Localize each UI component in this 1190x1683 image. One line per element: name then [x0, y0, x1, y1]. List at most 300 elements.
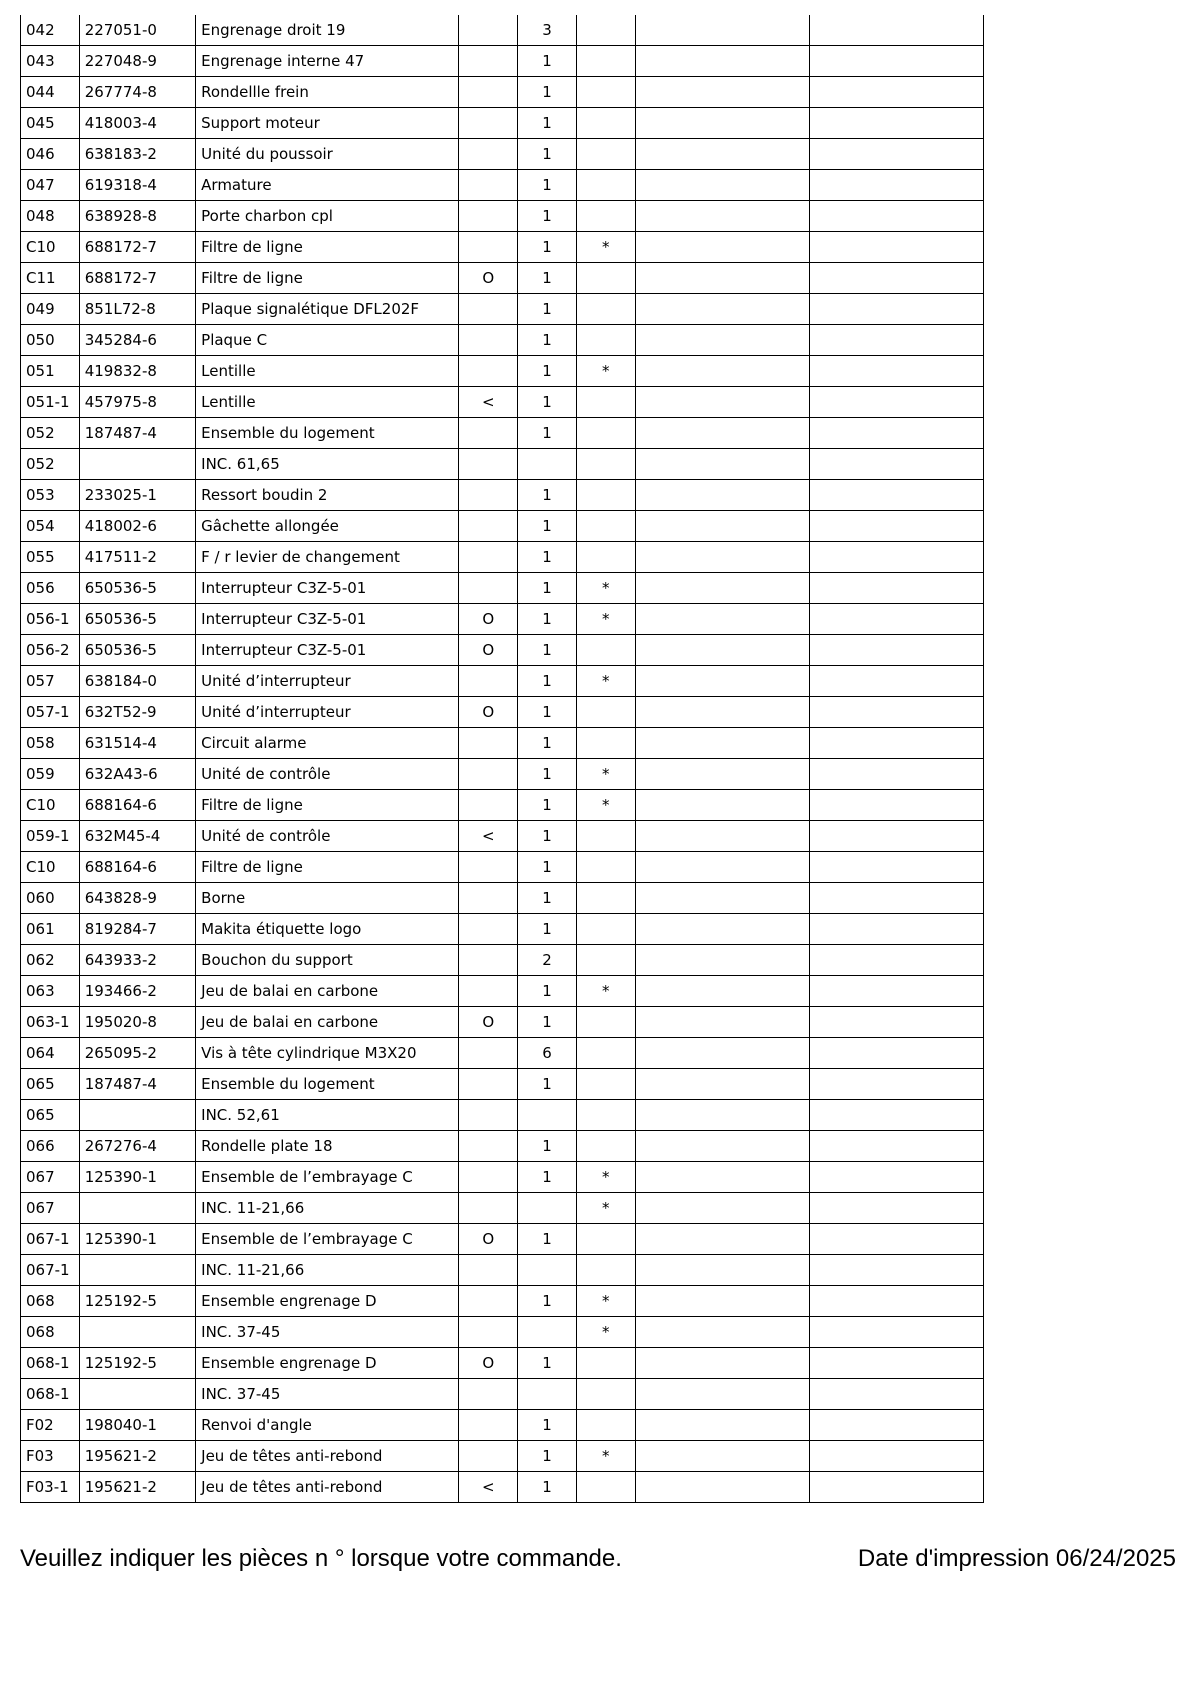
part-number-cell: 125390-1: [79, 1224, 195, 1255]
table-row: [21, 1348, 984, 1379]
blank-cell-2: [809, 511, 983, 542]
item-number-cell: 068-1: [21, 1348, 80, 1379]
part-number-cell: 187487-4: [79, 1069, 195, 1100]
mark-cell: [576, 1255, 635, 1286]
table-row: [21, 976, 984, 1007]
blank-cell-1: [635, 1162, 809, 1193]
blank-cell-1: [635, 325, 809, 356]
quantity-cell: 1: [518, 542, 577, 573]
quantity-cell: 1: [518, 294, 577, 325]
item-number-cell: 067-1: [21, 1224, 80, 1255]
blank-cell-2: [809, 635, 983, 666]
item-number-cell: F03: [21, 1441, 80, 1472]
blank-cell-1: [635, 883, 809, 914]
blank-cell-1: [635, 945, 809, 976]
description-cell: INC. 37-45: [196, 1379, 459, 1410]
mark-cell: [576, 201, 635, 232]
option-cell: O: [459, 1348, 518, 1379]
blank-cell-1: [635, 15, 809, 46]
blank-cell-1: [635, 1286, 809, 1317]
blank-cell-2: [809, 201, 983, 232]
item-number-cell: 058: [21, 728, 80, 759]
blank-cell-1: [635, 666, 809, 697]
option-cell: [459, 1038, 518, 1069]
item-number-cell: 053: [21, 480, 80, 511]
option-cell: O: [459, 697, 518, 728]
blank-cell-1: [635, 1131, 809, 1162]
blank-cell-2: [809, 1100, 983, 1131]
blank-cell-1: [635, 263, 809, 294]
description-cell: INC. 52,61: [196, 1100, 459, 1131]
description-cell: INC. 37-45: [196, 1317, 459, 1348]
blank-cell-2: [809, 1038, 983, 1069]
part-number-cell: 125192-5: [79, 1348, 195, 1379]
part-number-cell: 195621-2: [79, 1472, 195, 1503]
blank-cell-2: [809, 1317, 983, 1348]
part-number-cell: 638928-8: [79, 201, 195, 232]
mark-cell: *: [576, 1286, 635, 1317]
blank-cell-2: [809, 139, 983, 170]
quantity-cell: 1: [518, 1131, 577, 1162]
option-cell: [459, 790, 518, 821]
blank-cell-2: [809, 1224, 983, 1255]
quantity-cell: [518, 1100, 577, 1131]
blank-cell-1: [635, 697, 809, 728]
part-number-cell: 638183-2: [79, 139, 195, 170]
option-cell: [459, 914, 518, 945]
blank-cell-2: [809, 976, 983, 1007]
description-cell: Ressort boudin 2: [196, 480, 459, 511]
table-row: [21, 1472, 984, 1503]
mark-cell: [576, 914, 635, 945]
option-cell: [459, 1410, 518, 1441]
item-number-cell: 049: [21, 294, 80, 325]
mark-cell: [576, 1100, 635, 1131]
part-number-cell: 643828-9: [79, 883, 195, 914]
quantity-cell: [518, 1317, 577, 1348]
mark-cell: [576, 1131, 635, 1162]
description-cell: Ensemble du logement: [196, 418, 459, 449]
part-number-cell: 227048-9: [79, 46, 195, 77]
item-number-cell: 051-1: [21, 387, 80, 418]
mark-cell: *: [576, 1193, 635, 1224]
item-number-cell: 054: [21, 511, 80, 542]
blank-cell-2: [809, 1410, 983, 1441]
item-number-cell: 057: [21, 666, 80, 697]
option-cell: [459, 883, 518, 914]
table-row: [21, 945, 984, 976]
table-row: [21, 1069, 984, 1100]
item-number-cell: 045: [21, 108, 80, 139]
quantity-cell: [518, 449, 577, 480]
quantity-cell: 1: [518, 170, 577, 201]
blank-cell-1: [635, 1317, 809, 1348]
table-row: [21, 77, 984, 108]
item-number-cell: 067: [21, 1162, 80, 1193]
part-number-cell: [79, 1100, 195, 1131]
quantity-cell: 1: [518, 1410, 577, 1441]
blank-cell-2: [809, 573, 983, 604]
item-number-cell: F02: [21, 1410, 80, 1441]
quantity-cell: 1: [518, 1472, 577, 1503]
part-number-cell: 688172-7: [79, 263, 195, 294]
table-row: [21, 666, 984, 697]
part-number-cell: 643933-2: [79, 945, 195, 976]
mark-cell: *: [576, 790, 635, 821]
table-row: [21, 1131, 984, 1162]
item-number-cell: 059-1: [21, 821, 80, 852]
description-cell: Filtre de ligne: [196, 790, 459, 821]
blank-cell-1: [635, 356, 809, 387]
option-cell: [459, 511, 518, 542]
print-date: Date d'impression 06/24/2025: [857, 1545, 1176, 1572]
part-number-cell: 417511-2: [79, 542, 195, 573]
blank-cell-2: [809, 759, 983, 790]
part-number-cell: 632T52-9: [79, 697, 195, 728]
blank-cell-2: [809, 1286, 983, 1317]
table-row: [21, 1379, 984, 1410]
item-number-cell: 066: [21, 1131, 80, 1162]
blank-cell-2: [809, 77, 983, 108]
item-number-cell: 057-1: [21, 697, 80, 728]
description-cell: Engrenage droit 19: [196, 15, 459, 46]
part-number-cell: 650536-5: [79, 604, 195, 635]
blank-cell-1: [635, 976, 809, 1007]
table-row: [21, 387, 984, 418]
mark-cell: [576, 697, 635, 728]
table-row: [21, 201, 984, 232]
option-cell: [459, 480, 518, 511]
option-cell: O: [459, 635, 518, 666]
description-cell: Interrupteur C3Z-5-01: [196, 604, 459, 635]
blank-cell-2: [809, 945, 983, 976]
option-cell: [459, 666, 518, 697]
description-cell: Filtre de ligne: [196, 852, 459, 883]
part-number-cell: [79, 1379, 195, 1410]
quantity-cell: 1: [518, 418, 577, 449]
item-number-cell: 067: [21, 1193, 80, 1224]
table-row: [21, 1224, 984, 1255]
option-cell: [459, 232, 518, 263]
blank-cell-2: [809, 821, 983, 852]
item-number-cell: 055: [21, 542, 80, 573]
table-row: [21, 263, 984, 294]
item-number-cell: 050: [21, 325, 80, 356]
table-row: [21, 418, 984, 449]
order-instruction-note: Veuillez indiquer les pièces n ° lorsque votre commande.: [20, 1545, 622, 1572]
item-number-cell: 056-2: [21, 635, 80, 666]
blank-cell-2: [809, 1472, 983, 1503]
mark-cell: *: [576, 356, 635, 387]
mark-cell: [576, 387, 635, 418]
blank-cell-1: [635, 542, 809, 573]
quantity-cell: 1: [518, 77, 577, 108]
description-cell: Unité du poussoir: [196, 139, 459, 170]
description-cell: Ensemble de l’embrayage C: [196, 1224, 459, 1255]
mark-cell: [576, 1472, 635, 1503]
item-number-cell: 065: [21, 1100, 80, 1131]
option-cell: [459, 976, 518, 1007]
part-number-cell: 632A43-6: [79, 759, 195, 790]
table-row: [21, 46, 984, 77]
item-number-cell: 063: [21, 976, 80, 1007]
option-cell: [459, 139, 518, 170]
blank-cell-1: [635, 1224, 809, 1255]
blank-cell-2: [809, 232, 983, 263]
item-number-cell: 056-1: [21, 604, 80, 635]
table-row: [21, 542, 984, 573]
parts-table-body: [21, 15, 984, 1503]
option-cell: [459, 1255, 518, 1286]
blank-cell-1: [635, 1379, 809, 1410]
blank-cell-2: [809, 666, 983, 697]
table-row: [21, 883, 984, 914]
quantity-cell: 1: [518, 1441, 577, 1472]
description-cell: Circuit alarme: [196, 728, 459, 759]
blank-cell-1: [635, 1348, 809, 1379]
option-cell: [459, 418, 518, 449]
quantity-cell: 1: [518, 108, 577, 139]
part-number-cell: 345284-6: [79, 325, 195, 356]
description-cell: Porte charbon cpl: [196, 201, 459, 232]
table-row: [21, 697, 984, 728]
quantity-cell: 1: [518, 1007, 577, 1038]
mark-cell: *: [576, 666, 635, 697]
option-cell: [459, 573, 518, 604]
description-cell: Jeu de têtes anti-rebond: [196, 1441, 459, 1472]
blank-cell-1: [635, 1472, 809, 1503]
blank-cell-2: [809, 914, 983, 945]
table-row: [21, 449, 984, 480]
description-cell: Rondelle plate 18: [196, 1131, 459, 1162]
description-cell: Armature: [196, 170, 459, 201]
mark-cell: *: [576, 1441, 635, 1472]
mark-cell: [576, 1348, 635, 1379]
option-cell: [459, 1317, 518, 1348]
description-cell: F / r levier de changement: [196, 542, 459, 573]
item-number-cell: C10: [21, 232, 80, 263]
description-cell: Makita étiquette logo: [196, 914, 459, 945]
blank-cell-2: [809, 418, 983, 449]
part-number-cell: 419832-8: [79, 356, 195, 387]
table-row: [21, 139, 984, 170]
blank-cell-2: [809, 1193, 983, 1224]
item-number-cell: 065: [21, 1069, 80, 1100]
mark-cell: [576, 418, 635, 449]
item-number-cell: 044: [21, 77, 80, 108]
blank-cell-2: [809, 883, 983, 914]
option-cell: [459, 1379, 518, 1410]
table-row: [21, 15, 984, 46]
mark-cell: [576, 294, 635, 325]
mark-cell: [576, 852, 635, 883]
item-number-cell: 048: [21, 201, 80, 232]
quantity-cell: 1: [518, 573, 577, 604]
quantity-cell: [518, 1255, 577, 1286]
mark-cell: [576, 542, 635, 573]
table-row: [21, 1441, 984, 1472]
part-number-cell: 267276-4: [79, 1131, 195, 1162]
blank-cell-2: [809, 1255, 983, 1286]
item-number-cell: 047: [21, 170, 80, 201]
blank-cell-1: [635, 170, 809, 201]
table-row: [21, 821, 984, 852]
description-cell: Filtre de ligne: [196, 263, 459, 294]
blank-cell-2: [809, 170, 983, 201]
blank-cell-2: [809, 1441, 983, 1472]
part-number-cell: 688164-6: [79, 852, 195, 883]
blank-cell-1: [635, 1038, 809, 1069]
description-cell: Gâchette allongée: [196, 511, 459, 542]
mark-cell: *: [576, 573, 635, 604]
blank-cell-2: [809, 1131, 983, 1162]
part-number-cell: 851L72-8: [79, 294, 195, 325]
blank-cell-1: [635, 1069, 809, 1100]
description-cell: Renvoi d'angle: [196, 1410, 459, 1441]
option-cell: O: [459, 604, 518, 635]
blank-cell-2: [809, 356, 983, 387]
description-cell: Ensemble du logement: [196, 1069, 459, 1100]
item-number-cell: 068: [21, 1286, 80, 1317]
blank-cell-2: [809, 46, 983, 77]
part-number-cell: 193466-2: [79, 976, 195, 1007]
table-row: [21, 1286, 984, 1317]
option-cell: [459, 1131, 518, 1162]
quantity-cell: 1: [518, 1348, 577, 1379]
blank-cell-2: [809, 1379, 983, 1410]
part-number-cell: [79, 449, 195, 480]
blank-cell-1: [635, 852, 809, 883]
part-number-cell: 688172-7: [79, 232, 195, 263]
description-cell: Ensemble engrenage D: [196, 1286, 459, 1317]
quantity-cell: 1: [518, 1286, 577, 1317]
table-row: [21, 728, 984, 759]
item-number-cell: 043: [21, 46, 80, 77]
description-cell: Rondellle frein: [196, 77, 459, 108]
blank-cell-1: [635, 511, 809, 542]
description-cell: Unité d’interrupteur: [196, 697, 459, 728]
quantity-cell: 1: [518, 325, 577, 356]
option-cell: [459, 449, 518, 480]
blank-cell-2: [809, 604, 983, 635]
quantity-cell: 2: [518, 945, 577, 976]
table-row: [21, 1100, 984, 1131]
table-row: [21, 1317, 984, 1348]
quantity-cell: 1: [518, 511, 577, 542]
part-number-cell: 457975-8: [79, 387, 195, 418]
option-cell: [459, 15, 518, 46]
item-number-cell: C10: [21, 852, 80, 883]
parts-table: [20, 15, 984, 1503]
option-cell: [459, 1286, 518, 1317]
quantity-cell: 1: [518, 1224, 577, 1255]
blank-cell-2: [809, 728, 983, 759]
item-number-cell: 063-1: [21, 1007, 80, 1038]
description-cell: Unité d’interrupteur: [196, 666, 459, 697]
table-row: [21, 108, 984, 139]
quantity-cell: 1: [518, 697, 577, 728]
blank-cell-2: [809, 108, 983, 139]
item-number-cell: 059: [21, 759, 80, 790]
description-cell: Unité de contrôle: [196, 759, 459, 790]
part-number-cell: [79, 1193, 195, 1224]
blank-cell-2: [809, 480, 983, 511]
option-cell: [459, 77, 518, 108]
mark-cell: [576, 635, 635, 666]
mark-cell: [576, 945, 635, 976]
part-number-cell: [79, 1255, 195, 1286]
quantity-cell: 1: [518, 356, 577, 387]
part-number-cell: [79, 1317, 195, 1348]
option-cell: O: [459, 263, 518, 294]
blank-cell-2: [809, 1069, 983, 1100]
part-number-cell: 688164-6: [79, 790, 195, 821]
blank-cell-1: [635, 387, 809, 418]
blank-cell-1: [635, 914, 809, 945]
description-cell: Lentille: [196, 356, 459, 387]
table-row: [21, 759, 984, 790]
mark-cell: *: [576, 1317, 635, 1348]
blank-cell-1: [635, 1410, 809, 1441]
quantity-cell: 1: [518, 821, 577, 852]
description-cell: Jeu de balai en carbone: [196, 1007, 459, 1038]
item-number-cell: 051: [21, 356, 80, 387]
item-number-cell: 064: [21, 1038, 80, 1069]
mark-cell: [576, 1007, 635, 1038]
part-number-cell: 195020-8: [79, 1007, 195, 1038]
description-cell: Ensemble de l’embrayage C: [196, 1162, 459, 1193]
option-cell: [459, 1441, 518, 1472]
description-cell: Support moteur: [196, 108, 459, 139]
table-row: [21, 1193, 984, 1224]
blank-cell-1: [635, 1255, 809, 1286]
quantity-cell: 1: [518, 1162, 577, 1193]
blank-cell-1: [635, 449, 809, 480]
quantity-cell: 1: [518, 635, 577, 666]
part-number-cell: 819284-7: [79, 914, 195, 945]
option-cell: [459, 852, 518, 883]
description-cell: Ensemble engrenage D: [196, 1348, 459, 1379]
table-row: [21, 1255, 984, 1286]
blank-cell-1: [635, 77, 809, 108]
table-row: [21, 1007, 984, 1038]
description-cell: INC. 11-21,66: [196, 1255, 459, 1286]
blank-cell-2: [809, 449, 983, 480]
option-cell: [459, 170, 518, 201]
option-cell: <: [459, 1472, 518, 1503]
description-cell: Unité de contrôle: [196, 821, 459, 852]
blank-cell-1: [635, 790, 809, 821]
quantity-cell: [518, 1193, 577, 1224]
table-row: [21, 573, 984, 604]
option-cell: <: [459, 821, 518, 852]
option-cell: [459, 356, 518, 387]
mark-cell: [576, 1379, 635, 1410]
mark-cell: [576, 170, 635, 201]
option-cell: [459, 1100, 518, 1131]
mark-cell: [576, 1224, 635, 1255]
mark-cell: [576, 1038, 635, 1069]
mark-cell: [576, 77, 635, 108]
item-number-cell: 060: [21, 883, 80, 914]
quantity-cell: 1: [518, 387, 577, 418]
mark-cell: [576, 821, 635, 852]
mark-cell: [576, 449, 635, 480]
blank-cell-2: [809, 263, 983, 294]
blank-cell-1: [635, 46, 809, 77]
table-row: [21, 480, 984, 511]
table-row: [21, 635, 984, 666]
